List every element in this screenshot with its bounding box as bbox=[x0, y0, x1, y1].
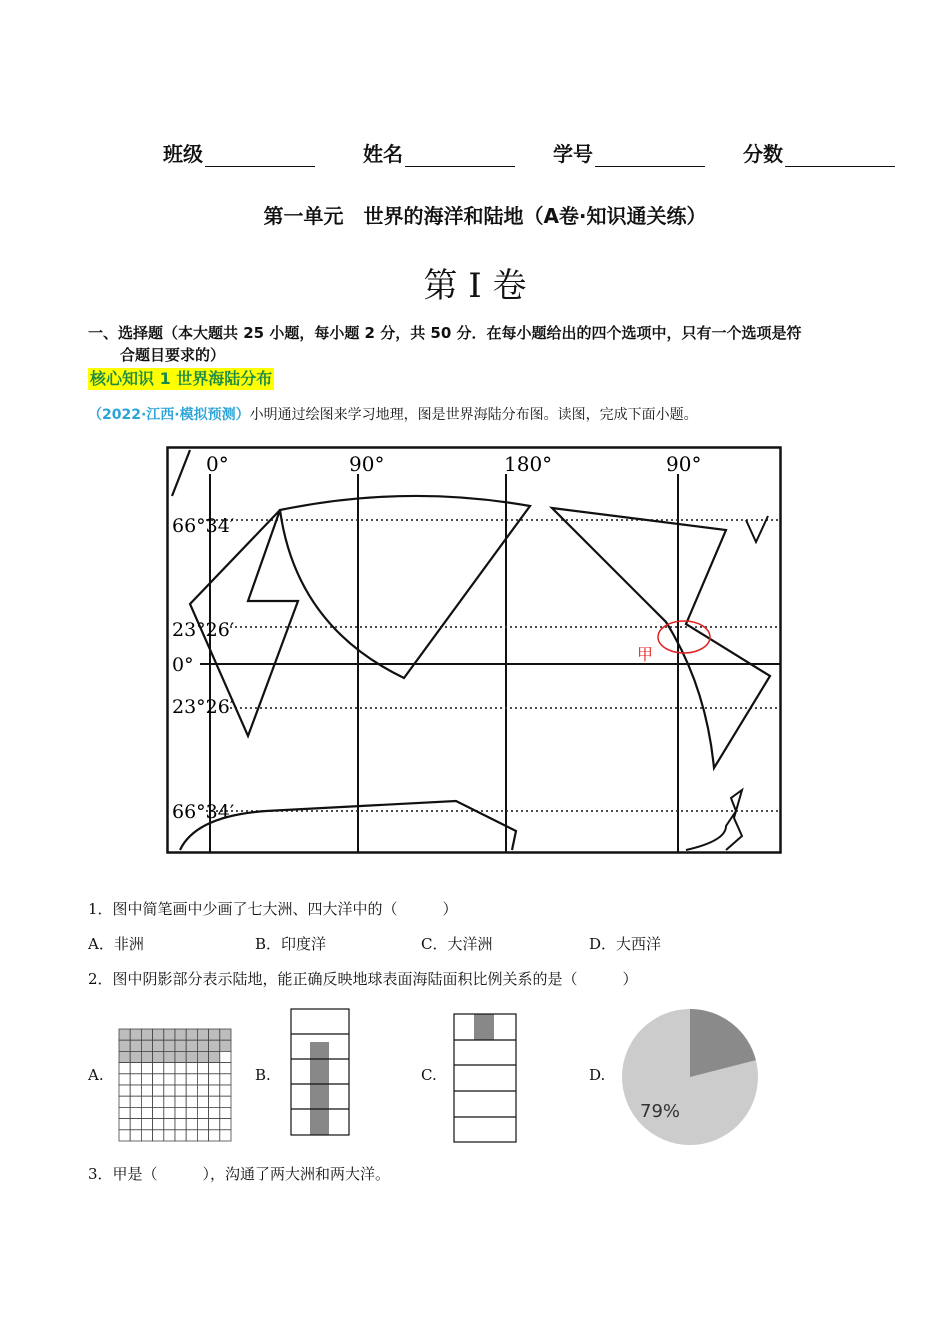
q1-option-c[interactable]: C．大洋洲 bbox=[421, 935, 493, 953]
grid-cell bbox=[164, 1107, 175, 1118]
grid-cell bbox=[186, 1040, 197, 1051]
grid-cell bbox=[186, 1096, 197, 1107]
grid-cell bbox=[220, 1119, 231, 1130]
grid-cell bbox=[197, 1029, 208, 1040]
grid-cell bbox=[141, 1051, 152, 1062]
marker-circle bbox=[658, 621, 710, 653]
grid-cell bbox=[164, 1051, 175, 1062]
name-field[interactable] bbox=[363, 138, 515, 167]
grid-cell bbox=[175, 1130, 186, 1141]
grid-cell bbox=[220, 1051, 231, 1062]
grid-cell bbox=[209, 1063, 220, 1074]
grid-cell bbox=[220, 1085, 231, 1096]
lat-label-66n: 66°34′ bbox=[172, 515, 235, 537]
grid-cell bbox=[197, 1130, 208, 1141]
grid-cell bbox=[153, 1029, 164, 1040]
grid-cell bbox=[186, 1107, 197, 1118]
land-bar bbox=[474, 1014, 494, 1040]
grid-cell bbox=[197, 1096, 208, 1107]
q1-option-b[interactable]: B．印度洋 bbox=[255, 935, 327, 953]
grid-cell bbox=[175, 1040, 186, 1051]
grid-cell bbox=[119, 1130, 130, 1141]
grid-cell bbox=[130, 1074, 141, 1085]
grid-cell bbox=[175, 1107, 186, 1118]
section-line-1: 一、选择题（本大题共 25 小题，每小题 2 分，共 50 分．在每小题给出的四个选项中，只有一个选项是符 bbox=[88, 324, 802, 342]
class-blank[interactable] bbox=[205, 144, 315, 167]
grid-cell bbox=[130, 1029, 141, 1040]
grid-cell bbox=[164, 1063, 175, 1074]
grid-cell bbox=[175, 1029, 186, 1040]
grid-cell bbox=[141, 1029, 152, 1040]
q2-option-d-pie[interactable] bbox=[620, 1007, 760, 1147]
lat-label-66s: 66°34′ bbox=[172, 801, 235, 823]
grid-cell bbox=[119, 1107, 130, 1118]
grid-cell bbox=[197, 1085, 208, 1096]
q2-option-c-bar[interactable] bbox=[453, 1013, 517, 1143]
unit-title: 第一单元 世界的海洋和陆地（A卷·知识通关练） bbox=[263, 204, 707, 228]
core-knowledge-heading: 核心知识 1 世界海陆分布 bbox=[90, 369, 273, 388]
grid-cell bbox=[119, 1085, 130, 1096]
grid-cell bbox=[175, 1063, 186, 1074]
greenland-edge bbox=[172, 450, 190, 496]
class-field[interactable] bbox=[163, 138, 315, 167]
grid-cell bbox=[220, 1063, 231, 1074]
grid-cell bbox=[119, 1063, 130, 1074]
land-bar bbox=[310, 1042, 329, 1135]
grid-cell bbox=[119, 1051, 130, 1062]
class-label: 班级 bbox=[163, 142, 203, 166]
grid-cell bbox=[141, 1085, 152, 1096]
grid-cell bbox=[209, 1119, 220, 1130]
grid-cell bbox=[141, 1107, 152, 1118]
world-land-sea-map bbox=[166, 446, 782, 854]
lat-label-23n: 23°26′ bbox=[172, 619, 235, 641]
grid-cell bbox=[164, 1119, 175, 1130]
score-label: 分数 bbox=[743, 142, 783, 166]
grid-cell bbox=[197, 1119, 208, 1130]
grid-cell bbox=[153, 1096, 164, 1107]
pie-percent-label: 79% bbox=[640, 1101, 681, 1122]
grid-cell bbox=[130, 1085, 141, 1096]
q2-option-b-bar[interactable] bbox=[290, 1008, 350, 1136]
grid-cell bbox=[141, 1040, 152, 1051]
grid-cell bbox=[209, 1107, 220, 1118]
grid-cell bbox=[153, 1085, 164, 1096]
grid-cell bbox=[141, 1119, 152, 1130]
score-blank[interactable] bbox=[785, 144, 895, 167]
lon-label-180: 180° bbox=[504, 452, 553, 476]
grid-cell bbox=[130, 1063, 141, 1074]
grid-cell bbox=[153, 1130, 164, 1141]
score-field[interactable] bbox=[743, 138, 895, 167]
grid-cell bbox=[164, 1130, 175, 1141]
grid-cell bbox=[197, 1107, 208, 1118]
q2-option-a-grid[interactable] bbox=[118, 1028, 232, 1142]
id-blank[interactable] bbox=[595, 144, 705, 167]
q2-option-a-label[interactable]: A. bbox=[88, 1066, 104, 1084]
grid-cell bbox=[119, 1119, 130, 1130]
grid-cell bbox=[130, 1051, 141, 1062]
grid-cell bbox=[119, 1029, 130, 1040]
grid-cell bbox=[130, 1130, 141, 1141]
grid-cell bbox=[130, 1040, 141, 1051]
grid-cell bbox=[153, 1107, 164, 1118]
grid-cell bbox=[186, 1029, 197, 1040]
grid-cell bbox=[164, 1085, 175, 1096]
grid-cell bbox=[209, 1074, 220, 1085]
grid-cell bbox=[186, 1074, 197, 1085]
grid-cell bbox=[209, 1040, 220, 1051]
question-3-stem: 3．甲是（ ），沟通了两大洲和两大洋。 bbox=[88, 1165, 391, 1183]
americas-outline bbox=[552, 508, 770, 768]
grid-cell bbox=[153, 1040, 164, 1051]
grid-cell bbox=[197, 1074, 208, 1085]
grid-cell bbox=[220, 1096, 231, 1107]
grid-cell bbox=[153, 1119, 164, 1130]
marker-label-jia: 甲 bbox=[637, 645, 654, 664]
grid-cell bbox=[175, 1051, 186, 1062]
grid-cell bbox=[119, 1074, 130, 1085]
intro-text: 小明通过绘图来学习地理，图是世界海陆分布图。读图，完成下面小题。 bbox=[249, 407, 698, 423]
grid-cell bbox=[141, 1074, 152, 1085]
grid-cell bbox=[220, 1107, 231, 1118]
question-intro bbox=[88, 405, 888, 425]
grid-cell bbox=[141, 1063, 152, 1074]
grid-cells bbox=[119, 1029, 231, 1141]
lon-label-90w: 90° bbox=[666, 452, 702, 476]
grid-cell bbox=[130, 1119, 141, 1130]
grid-cell bbox=[153, 1051, 164, 1062]
grid-cell bbox=[209, 1051, 220, 1062]
name-blank[interactable] bbox=[405, 144, 515, 167]
grid-cell bbox=[119, 1096, 130, 1107]
id-field[interactable] bbox=[553, 138, 705, 167]
grid-cell bbox=[164, 1074, 175, 1085]
section-line-2: 合题目要求的） bbox=[120, 346, 226, 364]
grid-cell bbox=[220, 1029, 231, 1040]
grid-cell bbox=[141, 1130, 152, 1141]
grid-cell bbox=[186, 1130, 197, 1141]
grid-cell bbox=[209, 1096, 220, 1107]
lat-label-23s: 23°26′ bbox=[172, 696, 235, 718]
grid-cell bbox=[220, 1074, 231, 1085]
grid-cell bbox=[175, 1085, 186, 1096]
grid-cell bbox=[175, 1096, 186, 1107]
question-2-stem: 2．图中阴影部分表示陆地，能正确反映地球表面海陆面积比例关系的是（ ） bbox=[88, 970, 638, 988]
question-1-stem: 1．图中简笔画中少画了七大洲、四大洋中的（ ） bbox=[88, 900, 458, 918]
q2-option-c-label[interactable]: C. bbox=[421, 1066, 437, 1084]
grid-cell bbox=[164, 1096, 175, 1107]
grid-cell bbox=[119, 1040, 130, 1051]
q2-option-d-label[interactable]: D. bbox=[589, 1066, 606, 1084]
volume-title: 第 I 卷 bbox=[423, 266, 527, 306]
grid-cell bbox=[186, 1063, 197, 1074]
grid-cell bbox=[153, 1074, 164, 1085]
grid-cell bbox=[130, 1107, 141, 1118]
grid-cell bbox=[141, 1096, 152, 1107]
grid-cell bbox=[220, 1040, 231, 1051]
lon-label-90e: 90° bbox=[349, 452, 385, 476]
lon-label-0: 0° bbox=[206, 452, 229, 476]
grid-cell bbox=[175, 1074, 186, 1085]
grid-cell bbox=[197, 1040, 208, 1051]
section-heading bbox=[88, 322, 878, 366]
grid-cell bbox=[209, 1130, 220, 1141]
grid-cell bbox=[164, 1040, 175, 1051]
student-info-row bbox=[0, 138, 950, 168]
question-source: （2022·江西·模拟预测） bbox=[88, 407, 250, 423]
grid-cell bbox=[164, 1029, 175, 1040]
grid-cell bbox=[130, 1096, 141, 1107]
id-label: 学号 bbox=[553, 142, 593, 166]
grid-cell bbox=[186, 1051, 197, 1062]
grid-cell bbox=[220, 1130, 231, 1141]
lat-label-0: 0° bbox=[172, 654, 194, 676]
grid-cell bbox=[209, 1029, 220, 1040]
grid-cell bbox=[186, 1119, 197, 1130]
grid-cell bbox=[197, 1063, 208, 1074]
grid-cell bbox=[197, 1051, 208, 1062]
q1-option-d[interactable]: D．大西洋 bbox=[589, 935, 662, 953]
grid-cell bbox=[175, 1119, 186, 1130]
asia-outline bbox=[280, 496, 530, 678]
q2-option-b-label[interactable]: B. bbox=[255, 1066, 271, 1084]
name-label: 姓名 bbox=[363, 142, 403, 166]
grid-cell bbox=[153, 1063, 164, 1074]
map-frame bbox=[168, 448, 781, 853]
antarctic-peninsula bbox=[686, 790, 742, 850]
grid-cell bbox=[209, 1085, 220, 1096]
q1-option-a[interactable]: A．非洲 bbox=[88, 935, 144, 953]
grid-cell bbox=[186, 1085, 197, 1096]
